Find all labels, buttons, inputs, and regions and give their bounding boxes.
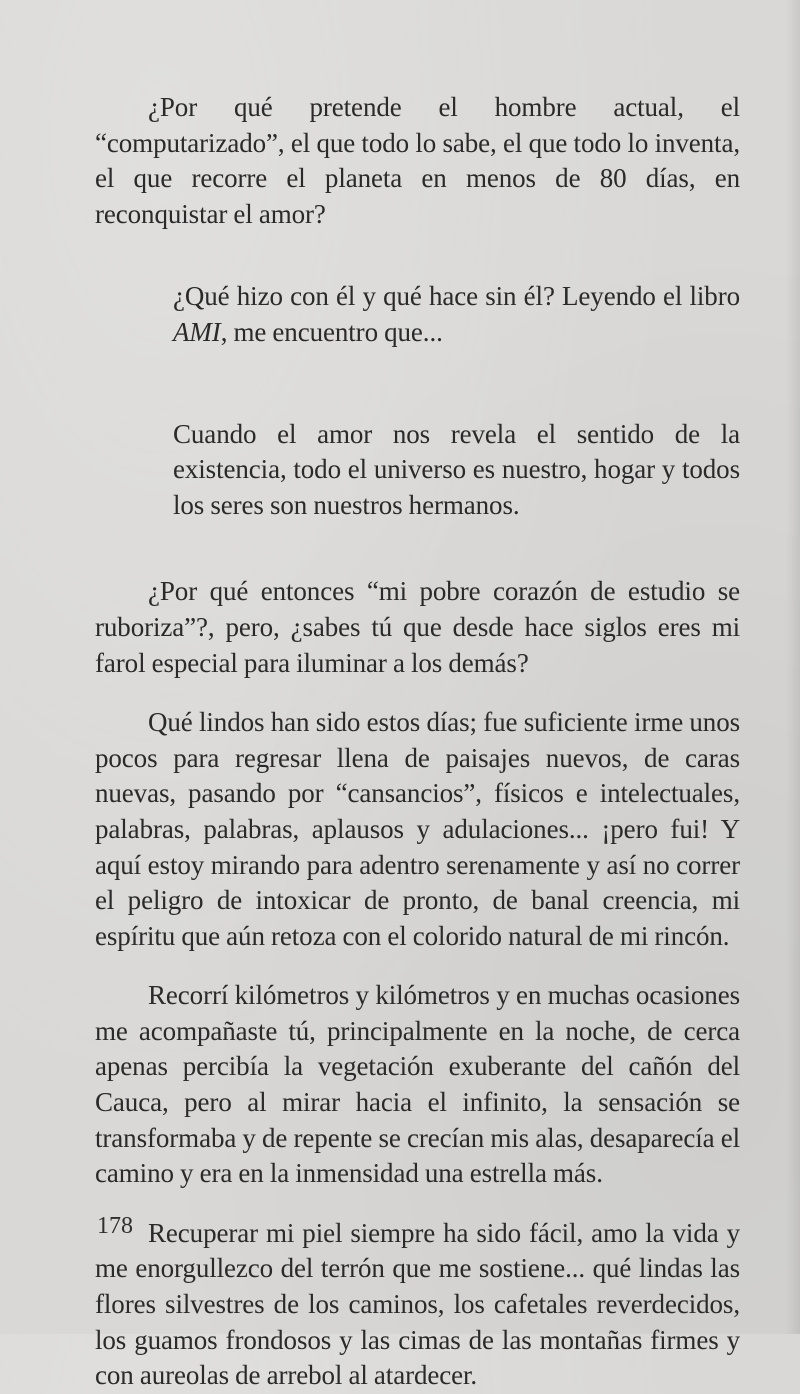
quote-intro [173,279,740,350]
page-edge-shadow [786,0,800,1334]
paragraph-5: Recuperar mi piel siempre ha sido fácil, amo la vida y me enorgullezco del terrón que me sostiene... qué lindas las flores silvestres de los caminos, los cafetales reverdecidos, los guamos frondosos y las cimas de las montañas firmes y con aureolas de arrebol al atardecer. [95,1217,740,1391]
quote-intro-after: , me encuentro que... [220,316,443,347]
paragraph-3: Qué lindos han sido estos días; fue suficiente irme unos pocos para regresar llena de paisajes nuevos, de caras nuevas, pasando por “cansancios”, físicos e intelectuales, palabras, palabras, aplausos y adulaciones... ¡pero fui! Y aquí estoy mirando para adentro serenamente y así no correr el peligro de intoxicar de pronto, de banal creencia, mi espíritu que aún retoza con el colorido natural de mi rincón. [95,707,740,951]
book-title: AMI [173,316,221,347]
page-number: 178 [97,1213,133,1239]
paragraph-2: ¿Por qué entonces “mi pobre corazón de estudio se ruboriza”?, pero, ¿sabes tú que desde hace siglos eres mi farol especial para iluminar a los demás? [95,576,740,678]
paragraph-4: Recorrí kilómetros y kilómetros y en muchas ocasiones me acompañaste tú, principalmente en la noche, de cerca apenas percibía la vegetación exuberante del cañón del Cauca, pero al mirar hacia el infinito, la sensación se transformaba y de repente se crecían mis alas, desaparecía el camino y era en la inmensidad una estrella más. [95,980,740,1189]
page-text-block [95,90,740,1394]
paragraph-1: ¿Por qué pretende el hombre actual, el “computarizado”, el que todo lo sabe, el que todo lo inventa, el que recorre el planeta en menos de 80 días, en reconquistar el amor? [95,92,740,229]
quote-passage: Cuando el amor nos revela el sentido de la existencia, todo el universo es nuestro, hogar y todos los seres son nuestros hermanos. [173,418,740,520]
quote-intro-before: ¿Qué hizo con él y qué hace sin él? Leyendo el libro [173,281,740,312]
